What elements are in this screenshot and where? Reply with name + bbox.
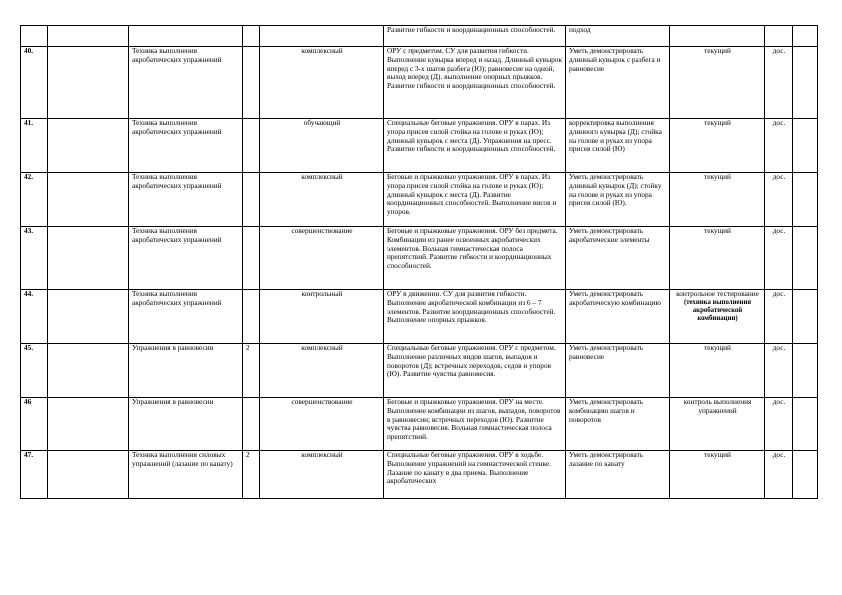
cell-content-text: Специальные беговые упражнения. ОРУ в ходьбе. Выполнение упражнений на гимнастической стенке. Лазание по канату в два приема. Выполнение акробатических — [387, 450, 551, 486]
cell-lesson-number-text: 46 — [24, 397, 32, 406]
cell-requirements — [566, 451, 670, 499]
cell-lesson-type-text: комплексный — [301, 343, 343, 352]
cell-topic-text: Упражнения в равновесии — [132, 343, 214, 352]
cell-homework-text: дос. — [772, 118, 786, 127]
cell-lesson-number — [21, 119, 48, 173]
lesson-plan-table — [20, 25, 818, 499]
cell-topic — [129, 344, 243, 398]
table-row-continued — [21, 26, 818, 47]
cell-lesson-type — [260, 290, 384, 344]
cell-hours — [243, 451, 260, 499]
cell-empty — [21, 26, 48, 47]
cell-empty — [48, 47, 129, 119]
cell-requirements — [566, 173, 670, 227]
cell-control — [670, 398, 765, 451]
cell-lesson-number — [21, 344, 48, 398]
cell-requirements: подход — [566, 26, 670, 47]
cell-homework — [765, 173, 793, 227]
cell-homework-text: дос. — [772, 172, 786, 181]
cell-content — [384, 227, 566, 290]
cell-control — [670, 173, 765, 227]
cell-homework — [765, 47, 793, 119]
cell-empty — [48, 173, 129, 227]
cell-lesson-number — [21, 173, 48, 227]
cell-control — [670, 344, 765, 398]
cell-lesson-type-text: комплексный — [301, 46, 343, 55]
cell-topic — [129, 173, 243, 227]
cell-control-text: текущий — [704, 226, 731, 235]
cell-empty — [48, 119, 129, 173]
cell-lesson-number-text: 45. — [24, 343, 34, 352]
cell-content-text: ОРУ в движении. СУ для развития гибкости. Выполнение акробатической комбинации из 6 – 7 элементов. Развитие координационных способностей. Выполнение опорных прыжков. — [387, 289, 556, 325]
cell-homework-text: дос. — [772, 289, 786, 298]
cell-homework — [765, 290, 793, 344]
cell-content-text: Беговые и прыжковые упражнения. ОРУ без предмета. Комбинации из ранее освоенных акробатических элементов. Вольная гимнастическая полоса препятствий. Развитие гибкости и координационных способностей. — [387, 226, 558, 270]
cell-homework-text: дос. — [772, 226, 786, 235]
cell-empty — [48, 290, 129, 344]
cell-lesson-number-text: 44. — [24, 289, 34, 298]
cell-control — [670, 47, 765, 119]
cell-empty — [48, 398, 129, 451]
cell-control — [670, 227, 765, 290]
cell-empty — [793, 47, 818, 119]
cell-topic — [129, 227, 243, 290]
cell-homework — [765, 451, 793, 499]
cell-homework-text: дос. — [772, 397, 786, 406]
cell-requirements-text: Уметь демонстрировать акробатическую комбинацию — [569, 289, 661, 307]
cell-topic-text: Техника выполнения акробатических упражнений — [132, 118, 222, 136]
cell-lesson-type — [260, 398, 384, 451]
cell-homework — [765, 344, 793, 398]
cell-lesson-type — [260, 344, 384, 398]
cell-hours — [243, 398, 260, 451]
cell-empty — [48, 227, 129, 290]
table-row — [21, 451, 818, 499]
cell-control — [670, 290, 765, 344]
cell-lesson-type — [260, 173, 384, 227]
cell-empty — [793, 290, 818, 344]
cell-topic — [129, 119, 243, 173]
cell-hours-text: 2 — [246, 450, 250, 459]
cell-content — [384, 47, 566, 119]
cell-empty — [793, 119, 818, 173]
cell-lesson-number-text: 42. — [24, 172, 34, 181]
cell-lesson-type-text: совершенствование — [291, 397, 353, 406]
cell-control — [670, 451, 765, 499]
table-row — [21, 227, 818, 290]
cell-topic-text: Техника выполнения акробатических упражнений — [132, 46, 222, 64]
cell-lesson-number — [21, 290, 48, 344]
cell-hours-text: 2 — [246, 343, 250, 352]
cell-topic — [129, 398, 243, 451]
cell-topic-text: Техника выполнения акробатических упражнений — [132, 226, 222, 244]
cell-requirements — [566, 290, 670, 344]
cell-requirements-text: Уметь демонстрировать длинный кувырок (Д); стойку на голове и руках из упора присев силой (Ю). — [569, 172, 662, 208]
cell-empty — [670, 26, 765, 47]
cell-lesson-type-text: комплексный — [301, 172, 343, 181]
cell-topic — [129, 290, 243, 344]
cell-lesson-type-text: контрольный — [301, 289, 343, 298]
cell-content — [384, 173, 566, 227]
cell-requirements-text: Уметь демонстрировать длинный кувырок с разбега и равновесие — [569, 46, 661, 73]
cell-requirements — [566, 344, 670, 398]
table-row — [21, 47, 818, 119]
table-row — [21, 290, 818, 344]
cell-topic — [129, 451, 243, 499]
cell-control-text: контрольное тестирование — [676, 289, 759, 298]
cell-empty — [793, 26, 818, 47]
cell-content-text: Специальные беговые упражнения. ОРУ в парах. Из упора присев силой стойка на голове и руках (Ю); длинный кувырок с места (Д). Упражнения на пресс. Развитие гибкости и координационных способностей. — [387, 118, 556, 154]
cell-content — [384, 398, 566, 451]
cell-lesson-type-text: обучающий — [303, 118, 341, 127]
cell-lesson-number-text: 40. — [24, 46, 34, 55]
cell-requirements-text: Уметь демонстрировать равновесие — [569, 343, 644, 361]
cell-lesson-type — [260, 451, 384, 499]
cell-requirements-text: корректировка выполнения длинного кувырка (Д); стойка на голове и руках из упора присев силой (Ю) — [569, 118, 662, 154]
cell-control-note: (техника выполнения акробатической комбинации) — [683, 298, 752, 322]
cell-requirements — [566, 47, 670, 119]
cell-content: Развитие гибкости и координационных способностей. — [384, 26, 566, 47]
cell-control-text: текущий — [704, 46, 731, 55]
cell-requirements-text: Уметь демонстрировать комбинацию шагов и поворотов — [569, 397, 644, 424]
cell-homework-text: дос. — [772, 450, 786, 459]
cell-lesson-number — [21, 398, 48, 451]
cell-empty — [48, 451, 129, 499]
cell-homework — [765, 119, 793, 173]
cell-control-text: текущий — [704, 172, 731, 181]
cell-lesson-number — [21, 451, 48, 499]
cell-empty — [129, 26, 243, 47]
cell-lesson-number — [21, 227, 48, 290]
cell-topic-text: Техника выполнения силовых упражнений (лазание по канату) — [132, 450, 233, 468]
cell-topic — [129, 47, 243, 119]
cell-content-text: Беговые и прыжковые упражнения. ОРУ на месте. Выполнение комбинации из шагов, выпадов, поворотов в равновесии; встречных переходов (Ю). Развитие чувства равновесия. Вольная гимнастическая полоса препятствий. — [387, 397, 561, 441]
cell-empty — [793, 398, 818, 451]
table-row — [21, 173, 818, 227]
cell-homework-text: дос. — [772, 343, 786, 352]
cell-empty — [48, 26, 129, 47]
cell-topic-text: Техника выполнения акробатических упражнений — [132, 289, 222, 307]
cell-lesson-type-text: совершенствование — [291, 226, 353, 235]
cell-control-text: текущий — [704, 343, 731, 352]
cell-content-text: ОРУ с предметом. СУ для развития гибкости. Выполнение кувырка вперед и назад. Длинный кувырок вперед с 3-х шагов разбега (Ю); равновесие на одной, выход вперед (Д). выполнение опорных прыжков. Развитие гибкости и координационных способностей. — [387, 46, 562, 90]
cell-content-text: Специальные беговые упражнения. ОРУ с предметом. Выполнение различных видов шагов, выпадов и поворотов (Д); встречных переходов, седов и упоров (Ю). Развитие чувства равновесия. — [387, 343, 556, 379]
cell-requirements — [566, 227, 670, 290]
cell-content — [384, 451, 566, 499]
cell-empty — [260, 26, 384, 47]
cell-control-text: текущий — [704, 118, 731, 127]
cell-content — [384, 344, 566, 398]
cell-hours — [243, 290, 260, 344]
cell-homework — [765, 227, 793, 290]
cell-topic-text: Техника выполнения акробатических упражнений — [132, 172, 222, 190]
cell-homework-text: дос. — [772, 46, 786, 55]
cell-empty — [243, 26, 260, 47]
cell-hours — [243, 47, 260, 119]
cell-topic-text: Упражнения в равновесии — [132, 397, 214, 406]
cell-requirements — [566, 398, 670, 451]
cell-control-text: текущий — [704, 450, 731, 459]
cell-hours — [243, 119, 260, 173]
cell-lesson-number-text: 47. — [24, 450, 34, 459]
cell-requirements-text: Уметь демонстрировать акробатические элементы — [569, 226, 650, 244]
table-row — [21, 344, 818, 398]
cell-empty — [793, 227, 818, 290]
cell-content — [384, 290, 566, 344]
cell-lesson-type — [260, 47, 384, 119]
cell-empty — [793, 344, 818, 398]
cell-homework — [765, 398, 793, 451]
cell-hours — [243, 344, 260, 398]
cell-empty — [793, 451, 818, 499]
cell-lesson-number — [21, 47, 48, 119]
cell-requirements — [566, 119, 670, 173]
cell-lesson-number-text: 41. — [24, 118, 34, 127]
cell-empty — [765, 26, 793, 47]
cell-hours — [243, 227, 260, 290]
cell-empty — [48, 344, 129, 398]
table-row — [21, 119, 818, 173]
cell-requirements-text: Уметь демонстрировать лазание по канату — [569, 450, 644, 468]
cell-content — [384, 119, 566, 173]
table-row — [21, 398, 818, 451]
cell-control-text: контроль выполнения упражнений — [683, 397, 752, 415]
cell-lesson-type-text: комплексный — [301, 450, 343, 459]
cell-control — [670, 119, 765, 173]
cell-content-text: Беговые и прыжковые упражнения. ОРУ в парах. Из упора присев силой стойка на голове и руках (Ю); длинный кувырок с места (Д). Развитие координационных способностей. Выполнение висов и упоров. — [387, 172, 557, 216]
cell-lesson-number-text: 43. — [24, 226, 34, 235]
cell-lesson-type — [260, 227, 384, 290]
cell-empty — [793, 173, 818, 227]
cell-lesson-type — [260, 119, 384, 173]
cell-hours — [243, 173, 260, 227]
